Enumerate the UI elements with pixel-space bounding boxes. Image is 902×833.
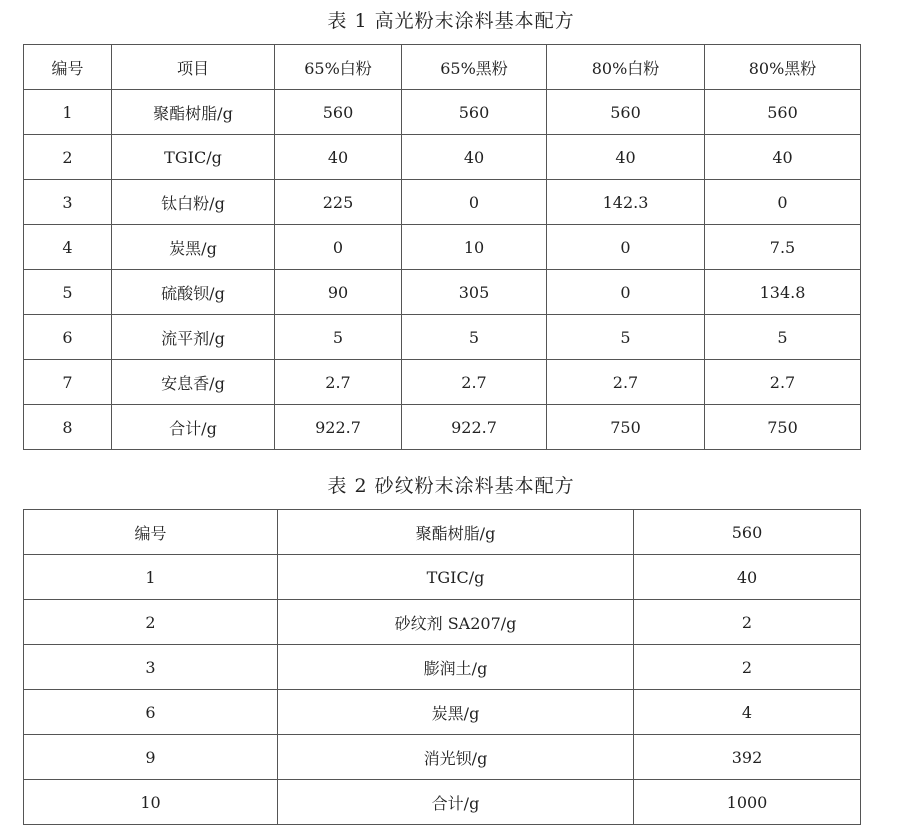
table-cell: 922.7 (275, 405, 402, 450)
table-cell: 6 (24, 690, 278, 735)
table-header-row (24, 45, 861, 90)
table-cell: 2.7 (547, 360, 705, 405)
table-cell: 膨润土/g (278, 645, 634, 690)
table-cell: 9 (24, 735, 278, 780)
table-cell: 7.5 (705, 225, 861, 270)
table-row (24, 225, 861, 270)
table-cell: 4 (24, 225, 112, 270)
table-cell: 305 (402, 270, 547, 315)
table-cell: 40 (275, 135, 402, 180)
table-cell: 2 (24, 600, 278, 645)
table-cell: 聚酯树脂/g (278, 510, 634, 555)
table-cell: 5 (705, 315, 861, 360)
table-cell: 5 (24, 270, 112, 315)
table-cell: 硫酸钡/g (112, 270, 275, 315)
table2-sand-texture-formula (23, 509, 861, 825)
table-cell: 142.3 (547, 180, 705, 225)
table-row (24, 90, 861, 135)
table-cell: 922.7 (402, 405, 547, 450)
table-row (24, 360, 861, 405)
table-cell: 40 (402, 135, 547, 180)
table-cell: 聚酯树脂/g (112, 90, 275, 135)
table-cell: 560 (634, 510, 861, 555)
table-cell: 6 (24, 315, 112, 360)
table-cell: 0 (705, 180, 861, 225)
table-cell: 750 (547, 405, 705, 450)
table-cell: 安息香/g (112, 360, 275, 405)
table-cell: 3 (24, 180, 112, 225)
table-cell: 134.8 (705, 270, 861, 315)
table-cell: 1000 (634, 780, 861, 825)
table-cell: 2 (634, 600, 861, 645)
table-cell: 560 (402, 90, 547, 135)
table1-high-gloss-formula (23, 44, 861, 450)
header-cell-65-black: 65%黑粉 (402, 45, 547, 90)
table-cell: 1 (24, 555, 278, 600)
table-cell: 7 (24, 360, 112, 405)
table-row (24, 270, 861, 315)
header-cell-item: 项目 (112, 45, 275, 90)
table2-caption: 表 2 砂纹粉末涂料基本配方 (327, 475, 575, 497)
table-cell: 0 (275, 225, 402, 270)
table-row (24, 180, 861, 225)
table-cell: 合计/g (278, 780, 634, 825)
table-cell: 4 (634, 690, 861, 735)
table-row (24, 645, 861, 690)
table-cell: 40 (705, 135, 861, 180)
table-cell: 560 (547, 90, 705, 135)
table-cell: 2.7 (705, 360, 861, 405)
table-cell: 10 (24, 780, 278, 825)
table-cell: 钛白粉/g (112, 180, 275, 225)
table-cell: 5 (547, 315, 705, 360)
table-cell: TGIC/g (112, 135, 275, 180)
table-cell: 392 (634, 735, 861, 780)
table-cell: 炭黑/g (278, 690, 634, 735)
table-row (24, 405, 861, 450)
table1-caption: 表 1 高光粉末涂料基本配方 (327, 10, 575, 32)
table-cell: 10 (402, 225, 547, 270)
table-cell: 2 (634, 645, 861, 690)
table-row (24, 315, 861, 360)
table-cell: 90 (275, 270, 402, 315)
table-row (24, 735, 861, 780)
table-cell: 流平剂/g (112, 315, 275, 360)
table-cell: 消光钡/g (278, 735, 634, 780)
table-cell: 225 (275, 180, 402, 225)
table-cell: 合计/g (112, 405, 275, 450)
table-cell: 0 (547, 270, 705, 315)
table-cell: 40 (634, 555, 861, 600)
table-cell: 3 (24, 645, 278, 690)
table-cell: 750 (705, 405, 861, 450)
header-cell-65-white: 65%白粉 (275, 45, 402, 90)
table-cell: 2 (24, 135, 112, 180)
table-cell: 5 (275, 315, 402, 360)
table-cell: 0 (402, 180, 547, 225)
table-row (24, 780, 861, 825)
table-row (24, 600, 861, 645)
table-cell: 炭黑/g (112, 225, 275, 270)
table-cell: 砂纹剂 SA207/g (278, 600, 634, 645)
header-cell-number: 编号 (24, 45, 112, 90)
table-row (24, 555, 861, 600)
table-row (24, 690, 861, 735)
table-cell: 编号 (24, 510, 278, 555)
table-cell: 2.7 (275, 360, 402, 405)
table-cell: 5 (402, 315, 547, 360)
header-cell-80-black: 80%黑粉 (705, 45, 861, 90)
table-cell: TGIC/g (278, 555, 634, 600)
table-cell: 1 (24, 90, 112, 135)
table-cell: 8 (24, 405, 112, 450)
table-cell: 560 (705, 90, 861, 135)
table-cell: 40 (547, 135, 705, 180)
table-cell: 560 (275, 90, 402, 135)
table-cell: 0 (547, 225, 705, 270)
table-row (24, 510, 861, 555)
table-row (24, 135, 861, 180)
header-cell-80-white: 80%白粉 (547, 45, 705, 90)
table-cell: 2.7 (402, 360, 547, 405)
